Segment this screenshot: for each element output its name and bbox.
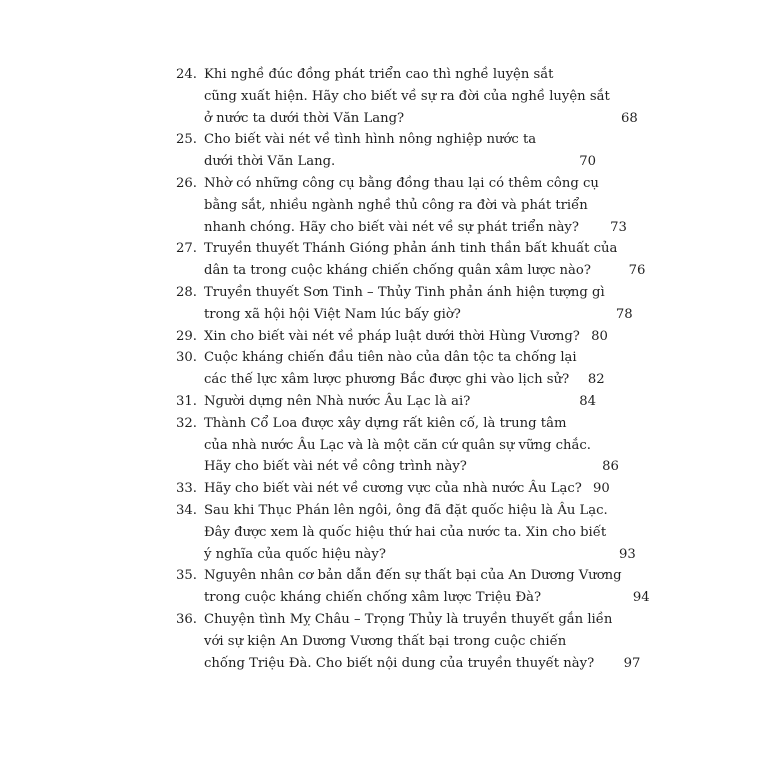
toc-entry-page-number: 73 xyxy=(610,219,627,235)
toc-entry-line xyxy=(204,565,650,587)
toc-entry-line-text: Hãy cho biết vài nét về cương vực của nhà nước Âu Lạc? xyxy=(204,481,582,497)
toc-entry-number: 30. xyxy=(176,350,197,366)
toc-entry-number: 27. xyxy=(176,241,197,257)
toc-entry-number: 26. xyxy=(176,175,197,191)
toc-entry-line xyxy=(204,631,640,653)
toc-entry-line xyxy=(204,326,608,348)
toc-entry-line xyxy=(204,238,645,260)
toc-entry-text xyxy=(204,173,627,238)
toc-entry-page-number: 76 xyxy=(628,263,646,279)
toc-entry-line xyxy=(204,151,596,173)
toc-entry xyxy=(176,64,638,129)
toc-entry-text xyxy=(204,347,605,391)
toc-entry-number: 35. xyxy=(176,568,197,584)
toc-entry-line-text: Truyền thuyết Sơn Tinh – Thủy Tinh phản ánh hiện tượng gì xyxy=(204,284,605,300)
toc-entry-page-number: 93 xyxy=(618,546,636,562)
toc-entry xyxy=(176,238,646,282)
toc-entry-number: 29. xyxy=(176,328,197,344)
toc-entry xyxy=(176,478,610,500)
toc-entry-text xyxy=(204,478,610,500)
toc-entry-line-text: Xin cho biết vài nét về pháp luật dưới thời Hùng Vương? xyxy=(204,328,580,344)
toc-entry-line xyxy=(204,413,619,435)
toc-entry-line-text: bằng sắt, nhiều ngành nghề thủ công ra đời và phát triển xyxy=(204,197,588,213)
toc-entry-page-number: 97 xyxy=(623,655,641,671)
toc-entry-line-text: Truyền thuyết Thánh Gióng phản ánh tinh thần bất khuất của xyxy=(204,241,618,257)
toc-entry-line-text: ở nước ta dưới thời Văn Lang? xyxy=(204,110,405,126)
toc-entry xyxy=(176,173,627,238)
toc-entry-line xyxy=(204,456,619,478)
toc-entry-line xyxy=(204,544,636,566)
toc-entry-page-number: 68 xyxy=(621,110,638,126)
toc-entry-line xyxy=(204,609,640,631)
toc-entry-line-text: trong xã hội hội Việt Nam lúc bấy giờ? xyxy=(204,306,461,322)
toc-entry-line xyxy=(204,435,619,457)
toc-entry xyxy=(176,129,596,173)
toc-entry-line-text: Chuyện tình Mỵ Châu – Trọng Thủy là truyền thuyết gắn liền xyxy=(204,611,613,627)
toc-entry-line-text: Nguyên nhân cơ bản dẫn đến sự thất bại của An Dương Vương xyxy=(204,568,622,584)
toc-entry-line xyxy=(204,478,610,500)
toc-entry-line-text: Cuộc kháng chiến đầu tiên nào của dân tộc ta chống lại xyxy=(204,350,577,366)
toc-entry-line-text: Đây được xem là quốc hiệu thứ hai của nước ta. Xin cho biết xyxy=(204,524,607,540)
toc-entry-text xyxy=(204,326,608,348)
toc-entry-line xyxy=(204,653,640,675)
toc-entry-line-text: các thế lực xâm lược phương Bắc được ghi vào lịch sử? xyxy=(204,372,570,388)
toc-entry-line-text: Khi nghề đúc đồng phát triển cao thì nghề luyện sắt xyxy=(204,67,554,82)
toc-entry-line-text: chống Triệu Đà. Cho biết nội dung của truyền thuyết này? xyxy=(204,655,595,671)
toc-entry-number: 25. xyxy=(176,132,197,148)
toc-entry-page-number: 82 xyxy=(587,372,605,388)
toc-entry-line-text: Nhờ có những công cụ bằng đồng thau lại có thêm công cụ xyxy=(204,175,599,191)
toc-entry-number: 33. xyxy=(176,481,197,497)
toc-entry-text xyxy=(204,413,619,478)
toc-entry-line-text: dân ta trong cuộc kháng chiến chống quân xâm lược nào? xyxy=(204,263,591,279)
toc-entry-line xyxy=(204,304,633,326)
toc-entry-line-text: với sự kiện An Dương Vương thất bại trong cuộc chiến xyxy=(204,633,567,649)
toc-entry-text xyxy=(204,565,650,609)
toc-entry-line-text: ý nghĩa của quốc hiệu này? xyxy=(204,546,386,562)
toc-entry xyxy=(176,347,605,391)
toc-entry-text xyxy=(204,64,638,129)
toc-entry-text xyxy=(204,609,640,674)
toc-entry-line-text: cũng xuất hiện. Hãy cho biết về sự ra đời của nghề luyện sắt xyxy=(204,88,610,104)
toc-entry-page-number: 78 xyxy=(615,306,633,322)
toc-entry-page-number: 86 xyxy=(602,459,619,475)
toc-entry xyxy=(176,500,636,565)
toc-entry-number: 36. xyxy=(176,611,197,627)
table-of-contents xyxy=(176,64,650,674)
toc-entry-line xyxy=(204,86,638,108)
toc-entry-line xyxy=(204,282,633,304)
toc-entry-line-text: Thành Cổ Loa được xây dựng rất kiên cố, là trung tâm xyxy=(204,415,567,431)
toc-entry-page-number: 90 xyxy=(593,481,610,497)
toc-entry-text xyxy=(204,129,596,173)
toc-entry-number: 32. xyxy=(176,415,197,431)
toc-entry-line-text: Sau khi Thục Phán lên ngôi, ông đã đặt quốc hiệu là Âu Lạc. xyxy=(204,502,608,518)
toc-entry xyxy=(176,282,633,326)
toc-entry-text xyxy=(204,282,633,326)
toc-entry xyxy=(176,565,650,609)
toc-entry-line-text: Hãy cho biết vài nét về công trình này? xyxy=(204,459,467,475)
toc-entry-number: 34. xyxy=(176,502,197,518)
toc-entry xyxy=(176,326,608,348)
toc-entry-line-text: Cho biết vài nét về tình hình nông nghiệp nước ta xyxy=(204,132,537,148)
toc-entry-line xyxy=(204,522,636,544)
toc-entry-line-text: Người dựng nên Nhà nước Âu Lạc là ai? xyxy=(204,393,471,409)
toc-entry-line xyxy=(204,369,605,391)
toc-entry-line-text: dưới thời Văn Lang. xyxy=(204,154,336,170)
toc-entry-line xyxy=(204,217,627,239)
toc-entry-line xyxy=(204,347,605,369)
toc-entry xyxy=(176,391,596,413)
toc-entry-line xyxy=(204,108,638,130)
toc-entry-line xyxy=(204,64,638,86)
toc-entry-text xyxy=(204,500,636,565)
toc-entry-line-text: trong cuộc kháng chiến chống xâm lược Triệu Đà? xyxy=(204,590,542,606)
toc-entry-number: 31. xyxy=(176,393,197,409)
toc-entry-line-text: nhanh chóng. Hãy cho biết vài nét về sự phát triển này? xyxy=(204,219,579,235)
toc-entry-line xyxy=(204,500,636,522)
toc-entry-line xyxy=(204,173,627,195)
toc-entry-page-number: 70 xyxy=(579,154,596,170)
toc-entry-page-number: 80 xyxy=(591,328,608,344)
toc-entry-number: 28. xyxy=(176,284,197,300)
toc-entry-page-number: 94 xyxy=(632,590,650,606)
toc-entry-page-number: 84 xyxy=(579,393,596,409)
toc-entry-line xyxy=(204,260,645,282)
toc-entry-text xyxy=(204,238,645,282)
toc-entry-line xyxy=(204,587,650,609)
toc-entry-line xyxy=(204,129,596,151)
toc-entry-number: 24. xyxy=(176,67,197,82)
toc-entry-line-text: của nhà nước Âu Lạc và là một căn cứ quân sự vững chắc. xyxy=(204,437,591,453)
toc-entry-text xyxy=(204,391,596,413)
toc-entry xyxy=(176,413,619,478)
toc-entry-line xyxy=(204,391,596,413)
toc-entry xyxy=(176,609,641,674)
toc-entry-line xyxy=(204,195,627,217)
